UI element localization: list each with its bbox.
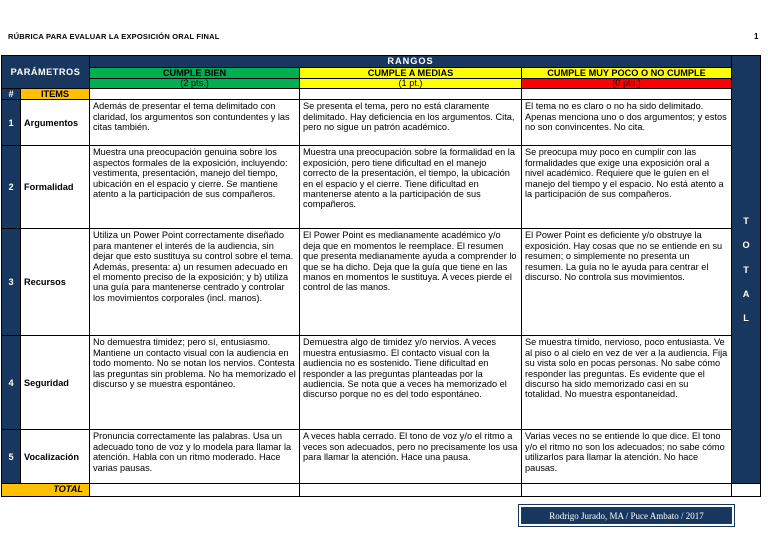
level-cumple-bien: CUMPLE BIEN xyxy=(90,68,300,79)
total-label: TOTAL xyxy=(2,484,90,497)
criteria-cell: Utiliza un Power Point correctamente diseñado para mantener el interés de la audiencia, sin dejar que esto sustituya su control sobre el tema. Además, presenta: a) un resumen adecuado en el momento preciso de la exposición; y b) utiliza una guía para mantenerse centrado y controlar los movimientos corporales (incl. manos). xyxy=(90,229,300,336)
total-letter: A xyxy=(742,288,750,299)
criteria-cell: Se presenta el tema, pero no está claramente delimitado. Hay deficiencia en los argumentos. Cita, pero no sigue un patrón académico. xyxy=(300,100,522,146)
total-cell xyxy=(90,484,300,497)
level-cumple-muy-poco: CUMPLE MUY POCO O NO CUMPLE xyxy=(522,68,732,79)
total-column xyxy=(732,56,761,484)
row-number: 1 xyxy=(2,100,21,146)
points-level-1: (2 pts.) xyxy=(90,79,300,89)
row-number: 3 xyxy=(2,229,21,336)
total-letter: L xyxy=(743,313,749,324)
criteria-cell: Muestra una preocupación sobre la formalidad en la exposición, pero tiene dificultad en el manejo correcto de la presentación, el tiempo, la ubicación en el espacio y el cierre. Tiene dificultad en mantenerse atento a la participación de sus compañeros. xyxy=(300,146,522,229)
item-name: Vocalización xyxy=(21,430,90,484)
criteria-cell: El Power Point es deficiente y/o obstruye la exposición. Hay cosas que no se entiende en su resumen; o simplemente no presenta un resumen. La guía no le ayuda para centrar el discurso. No controla sus movimientos. xyxy=(522,229,732,336)
points-level-2: (1 pt.) xyxy=(300,79,522,89)
parametros-header: PARÁMETROS xyxy=(2,56,90,89)
table-row xyxy=(2,336,761,430)
empty-cell xyxy=(522,89,732,100)
num-header: # xyxy=(2,89,21,100)
criteria-cell: Se preocupa muy poco en cumplir con las formalidades que exige una exposición oral a nivel académico. Requiere que le guíen en el manejo del tiempo y el espacio. No está atento a la participación de sus compañeros. xyxy=(522,146,732,229)
criteria-cell: El Power Point es medianamente académico y/o deja que en momentos le reemplace. El resumen que presenta medianamente ayuda a comprender lo que se ha dicho. Deja que la guía que tiene en las manos en momentos le sustituya. A veces pierde el control de las manos. xyxy=(300,229,522,336)
item-name: Formalidad xyxy=(21,146,90,229)
criteria-cell: Se muestra tímido, nervioso, poco entusiasta. Ve al piso o al cielo en vez de ver a la audiencia. Fija su vista solo en pocas personas. No sabe cómo responder las preguntas. Es evidente que el discurso ha sido memorizado casi en su totalidad. No muestra espontaneidad. xyxy=(522,336,732,430)
document-title: RÚBRICA PARA EVALUAR LA EXPOSICIÓN ORAL FINAL xyxy=(8,32,220,41)
total-cell xyxy=(732,484,761,497)
total-row xyxy=(2,484,761,497)
criteria-cell: Demuestra algo de timidez y/o nervios. A veces muestra entusiasmo. El contacto visual con la audiencia no es sostenido. Tiene dificultad en responder a las preguntas planteadas por la audiencia. Se nota que a veces ha memorizado el discurso porque no es del todo espontáneo. xyxy=(300,336,522,430)
criteria-cell: Muestra una preocupación genuina sobre los aspectos formales de la exposición, incluyendo: vestimenta, presentación, manejo del tiempo, ubicación en el espacio y cierre. Se mantiene atento a la participación de sus compañeros. xyxy=(90,146,300,229)
criteria-cell: A veces habla cerrado. El tono de voz y/o el ritmo a veces son adecuados, pero no precisamente los usa para llamar la atención. Hace una pausa. xyxy=(300,430,522,484)
criteria-cell: Pronuncia correctamente las palabras. Usa un adecuado tono de voz y lo modela para llamar la atención. Habla con un ritmo moderado. Hace varias pausas. xyxy=(90,430,300,484)
criteria-cell: Varias veces no se entiende lo que dice. El tono y/o el ritmo no son los adecuados; no sabe cómo utilizarlos para llamar la atención. No hace pausas. xyxy=(522,430,732,484)
criteria-cell: El tema no es claro o no ha sido delimitado. Apenas menciona uno o dos argumentos; y estos no son convincentes. No cita. xyxy=(522,100,732,146)
item-name: Argumentos xyxy=(21,100,90,146)
total-letter: O xyxy=(742,240,750,251)
table-row xyxy=(2,430,761,484)
author-credit: Rodrigo Jurado, MA / Puce Ambato / 2017 xyxy=(521,507,732,524)
rangos-header: RANGOS xyxy=(90,56,732,68)
row-number: 4 xyxy=(2,336,21,430)
item-name: Recursos xyxy=(21,229,90,336)
total-cell xyxy=(522,484,732,497)
page-number: 1 xyxy=(754,32,759,41)
items-header: ITEMS xyxy=(21,89,90,100)
points-level-3: (0 pts.) xyxy=(522,79,732,89)
item-name: Seguridad xyxy=(21,336,90,430)
row-number: 2 xyxy=(2,146,21,229)
total-letter: T xyxy=(743,215,749,226)
criteria-cell: No demuestra timidez; pero sí, entusiasmo. Mantiene un contacto visual con la audiencia en todo momento. No se notan los nervios. Contesta las preguntas sin problema. No ha memorizado el discurso y se muestra espontáneo. xyxy=(90,336,300,430)
total-cell xyxy=(300,484,522,497)
empty-cell xyxy=(90,89,300,100)
criteria-cell: Además de presentar el tema delimitado con claridad, los argumentos son contundentes y las citas también. xyxy=(90,100,300,146)
table-row xyxy=(2,229,761,336)
rubric-table xyxy=(1,55,761,497)
table-row xyxy=(2,100,761,146)
total-letter: T xyxy=(743,264,749,275)
row-number: 5 xyxy=(2,430,21,484)
level-cumple-a-medias: CUMPLE A MEDIAS xyxy=(300,68,522,79)
table-row xyxy=(2,146,761,229)
empty-cell xyxy=(300,89,522,100)
